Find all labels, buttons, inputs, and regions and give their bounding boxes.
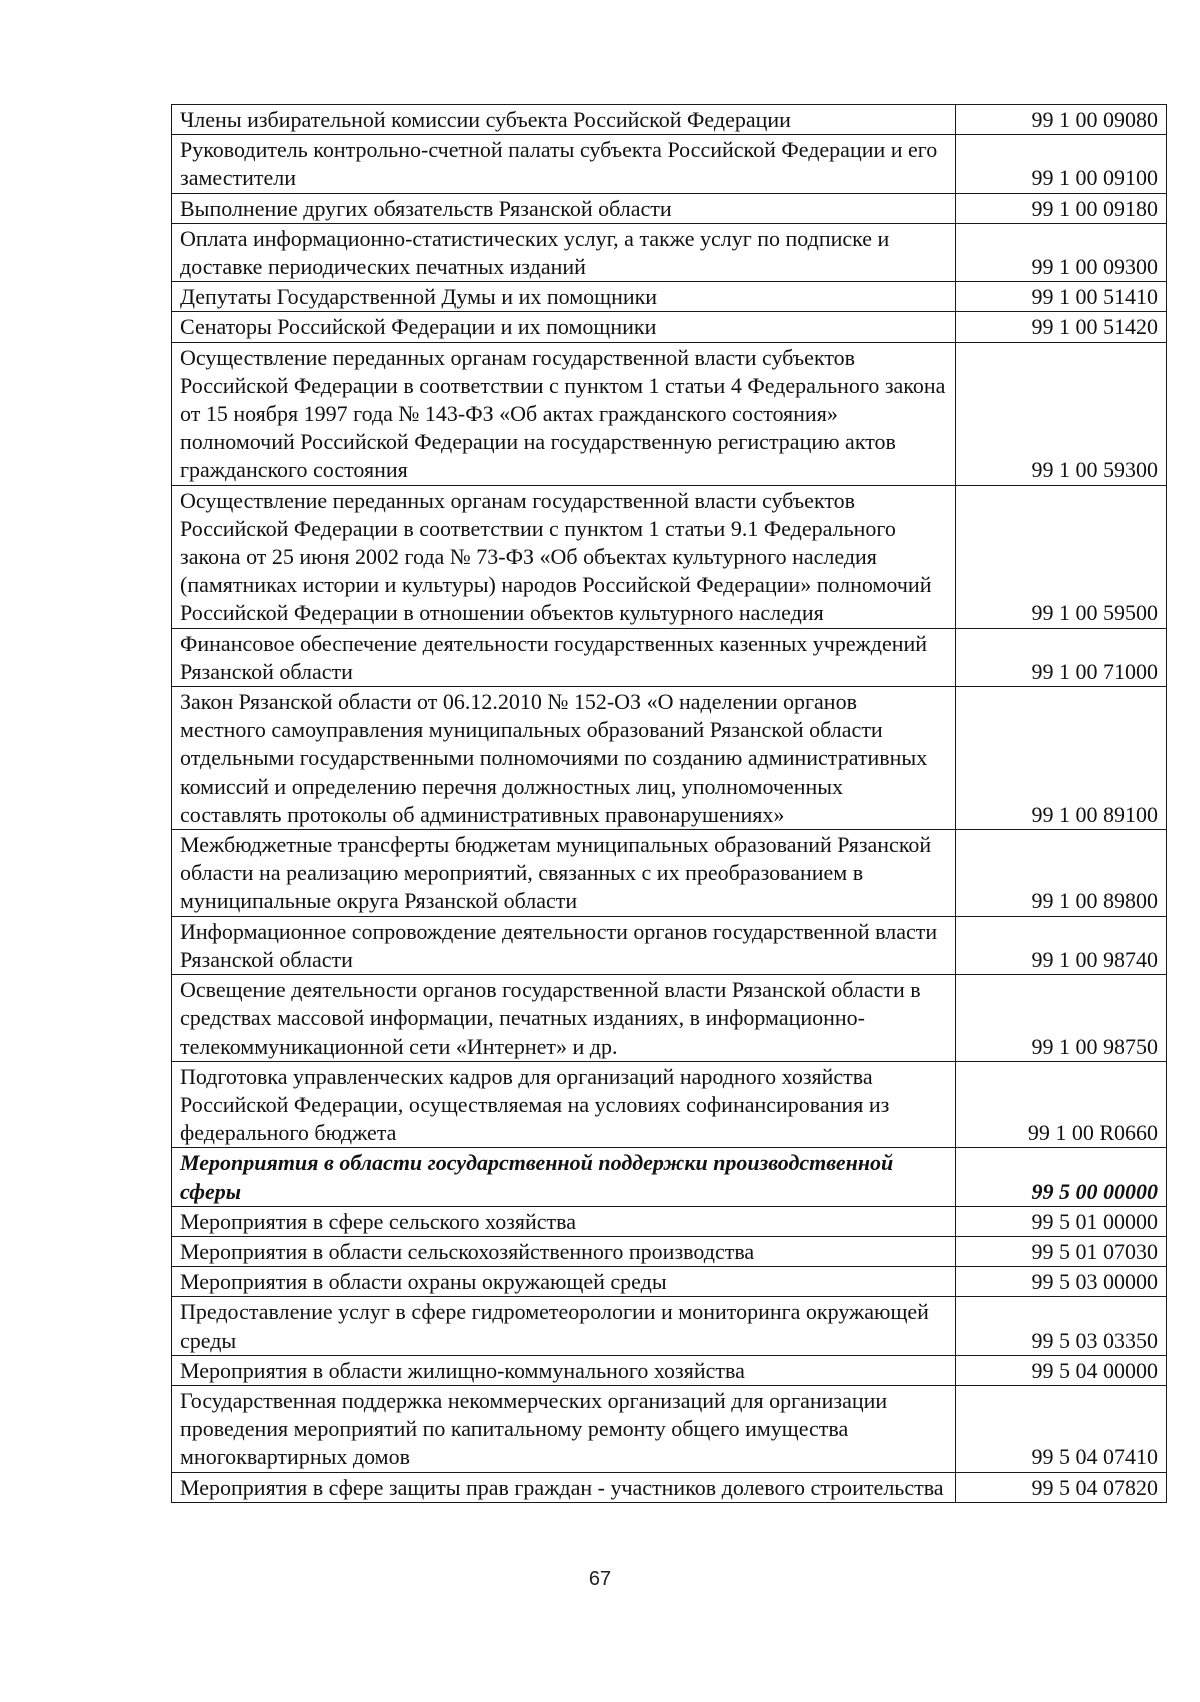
row-code-cell: 99 5 04 07410 — [956, 1385, 1167, 1472]
row-code-cell: 99 1 00 89800 — [956, 830, 1167, 917]
row-code-cell: 99 1 00 89100 — [956, 687, 1167, 830]
budget-classification-table — [171, 104, 1167, 1503]
row-code-cell: 99 1 00 09300 — [956, 223, 1167, 281]
row-name-cell: Сенаторы Российской Федерации и их помощники — [172, 312, 956, 342]
row-name-cell: Мероприятия в сфере защиты прав граждан - участников долевого строительства — [172, 1472, 956, 1502]
table-row — [172, 628, 1167, 686]
row-name-cell: Руководитель контрольно-счетной палаты субъекта Российской Федерации и его заместители — [172, 135, 956, 193]
table-body — [172, 105, 1167, 1503]
table-row — [172, 223, 1167, 281]
row-name-cell: Депутаты Государственной Думы и их помощники — [172, 282, 956, 312]
table-row — [172, 1297, 1167, 1355]
row-code-cell: 99 1 00 09100 — [956, 135, 1167, 193]
row-name-cell: Предоставление услуг в сфере гидрометеорологии и мониторинга окружающей среды — [172, 1297, 956, 1355]
row-name-cell: Осуществление переданных органам государственной власти субъектов Российской Федерации в соответствии с пунктом 1 статьи 9.1 Федерального закона от 25 июня 2002 года № 73-ФЗ «Об объектах культурного наследия (памятниках истории и культуры) народов Российской Федерации» полномочий Российской Федерации в отношении объектов культурного наследия — [172, 485, 956, 628]
row-code-cell: 99 5 03 00000 — [956, 1267, 1167, 1297]
table-row — [172, 1206, 1167, 1236]
row-name-cell: Мероприятия в сфере сельского хозяйства — [172, 1206, 956, 1236]
row-code-cell: 99 5 00 00000 — [956, 1148, 1167, 1206]
page-number: 67 — [588, 1568, 612, 1590]
table-row — [172, 342, 1167, 485]
table-row — [172, 1236, 1167, 1266]
row-code-cell: 99 1 00 98750 — [956, 975, 1167, 1062]
table-row — [172, 312, 1167, 342]
row-code-cell: 99 1 00 71000 — [956, 628, 1167, 686]
table-row — [172, 1355, 1167, 1385]
row-code-cell: 99 1 00 51420 — [956, 312, 1167, 342]
table-row — [172, 916, 1167, 974]
row-code-cell: 99 5 04 07820 — [956, 1472, 1167, 1502]
row-code-cell: 99 1 00 09180 — [956, 193, 1167, 223]
row-name-cell: Освещение деятельности органов государственной власти Рязанской области в средствах массовой информации, печатных изданиях, в информационно-телекоммуникационной сети «Интернет» и др. — [172, 975, 956, 1062]
row-code-cell: 99 1 00 98740 — [956, 916, 1167, 974]
table-row — [172, 975, 1167, 1062]
row-code-cell: 99 5 01 07030 — [956, 1236, 1167, 1266]
table-row — [172, 105, 1167, 135]
row-code-cell: 99 5 03 03350 — [956, 1297, 1167, 1355]
row-name-cell: Члены избирательной комиссии субъекта Российской Федерации — [172, 105, 956, 135]
table-row — [172, 193, 1167, 223]
table-row — [172, 1267, 1167, 1297]
table-row — [172, 282, 1167, 312]
row-name-cell: Закон Рязанской области от 06.12.2010 № 152-ОЗ «О наделении органов местного самоуправления муниципальных образований Рязанской области отдельными государственными полномочиями по созданию административных комиссий и определению перечня должностных лиц, уполномоченных составлять протоколы об административных правонарушениях» — [172, 687, 956, 830]
row-name-cell: Межбюджетные трансферты бюджетам муниципальных образований Рязанской области на реализацию мероприятий, связанных с их преобразованием в муниципальные округа Рязанской области — [172, 830, 956, 917]
row-name-cell: Мероприятия в области жилищно-коммунального хозяйства — [172, 1355, 956, 1385]
table-row — [172, 1148, 1167, 1206]
row-name-cell: Информационное сопровождение деятельности органов государственной власти Рязанской области — [172, 916, 956, 974]
table-row — [172, 687, 1167, 830]
row-name-cell: Мероприятия в области сельскохозяйственного производства — [172, 1236, 956, 1266]
table-row — [172, 830, 1167, 917]
row-code-cell: 99 5 01 00000 — [956, 1206, 1167, 1236]
table-row — [172, 135, 1167, 193]
row-name-cell: Оплата информационно-статистических услуг, а также услуг по подписке и доставке периодических печатных изданий — [172, 223, 956, 281]
row-code-cell: 99 1 00 59300 — [956, 342, 1167, 485]
table-row — [172, 485, 1167, 628]
row-name-cell: Осуществление переданных органам государственной власти субъектов Российской Федерации в соответствии с пунктом 1 статьи 4 Федерального закона от 15 ноября 1997 года № 143-ФЗ «Об актах гражданского состояния» полномочий Российской Федерации на государственную регистрацию актов гражданского состояния — [172, 342, 956, 485]
row-code-cell: 99 1 00 R0660 — [956, 1061, 1167, 1148]
row-code-cell: 99 1 00 09080 — [956, 105, 1167, 135]
row-name-cell: Финансовое обеспечение деятельности государственных казенных учреждений Рязанской области — [172, 628, 956, 686]
row-name-cell: Государственная поддержка некоммерческих организаций для организации проведения мероприятий по капитальному ремонту общего имущества многоквартирных домов — [172, 1385, 956, 1472]
table-row — [172, 1385, 1167, 1472]
row-name-cell: Подготовка управленческих кадров для организаций народного хозяйства Российской Федерации, осуществляемая на условиях софинансирования из федерального бюджета — [172, 1061, 956, 1148]
row-name-cell: Выполнение других обязательств Рязанской области — [172, 193, 956, 223]
row-name-cell: Мероприятия в области государственной поддержки производственной сферы — [172, 1148, 956, 1206]
row-name-cell: Мероприятия в области охраны окружающей среды — [172, 1267, 956, 1297]
table-row — [172, 1061, 1167, 1148]
row-code-cell: 99 1 00 59500 — [956, 485, 1167, 628]
row-code-cell: 99 5 04 00000 — [956, 1355, 1167, 1385]
row-code-cell: 99 1 00 51410 — [956, 282, 1167, 312]
table-row — [172, 1472, 1167, 1502]
